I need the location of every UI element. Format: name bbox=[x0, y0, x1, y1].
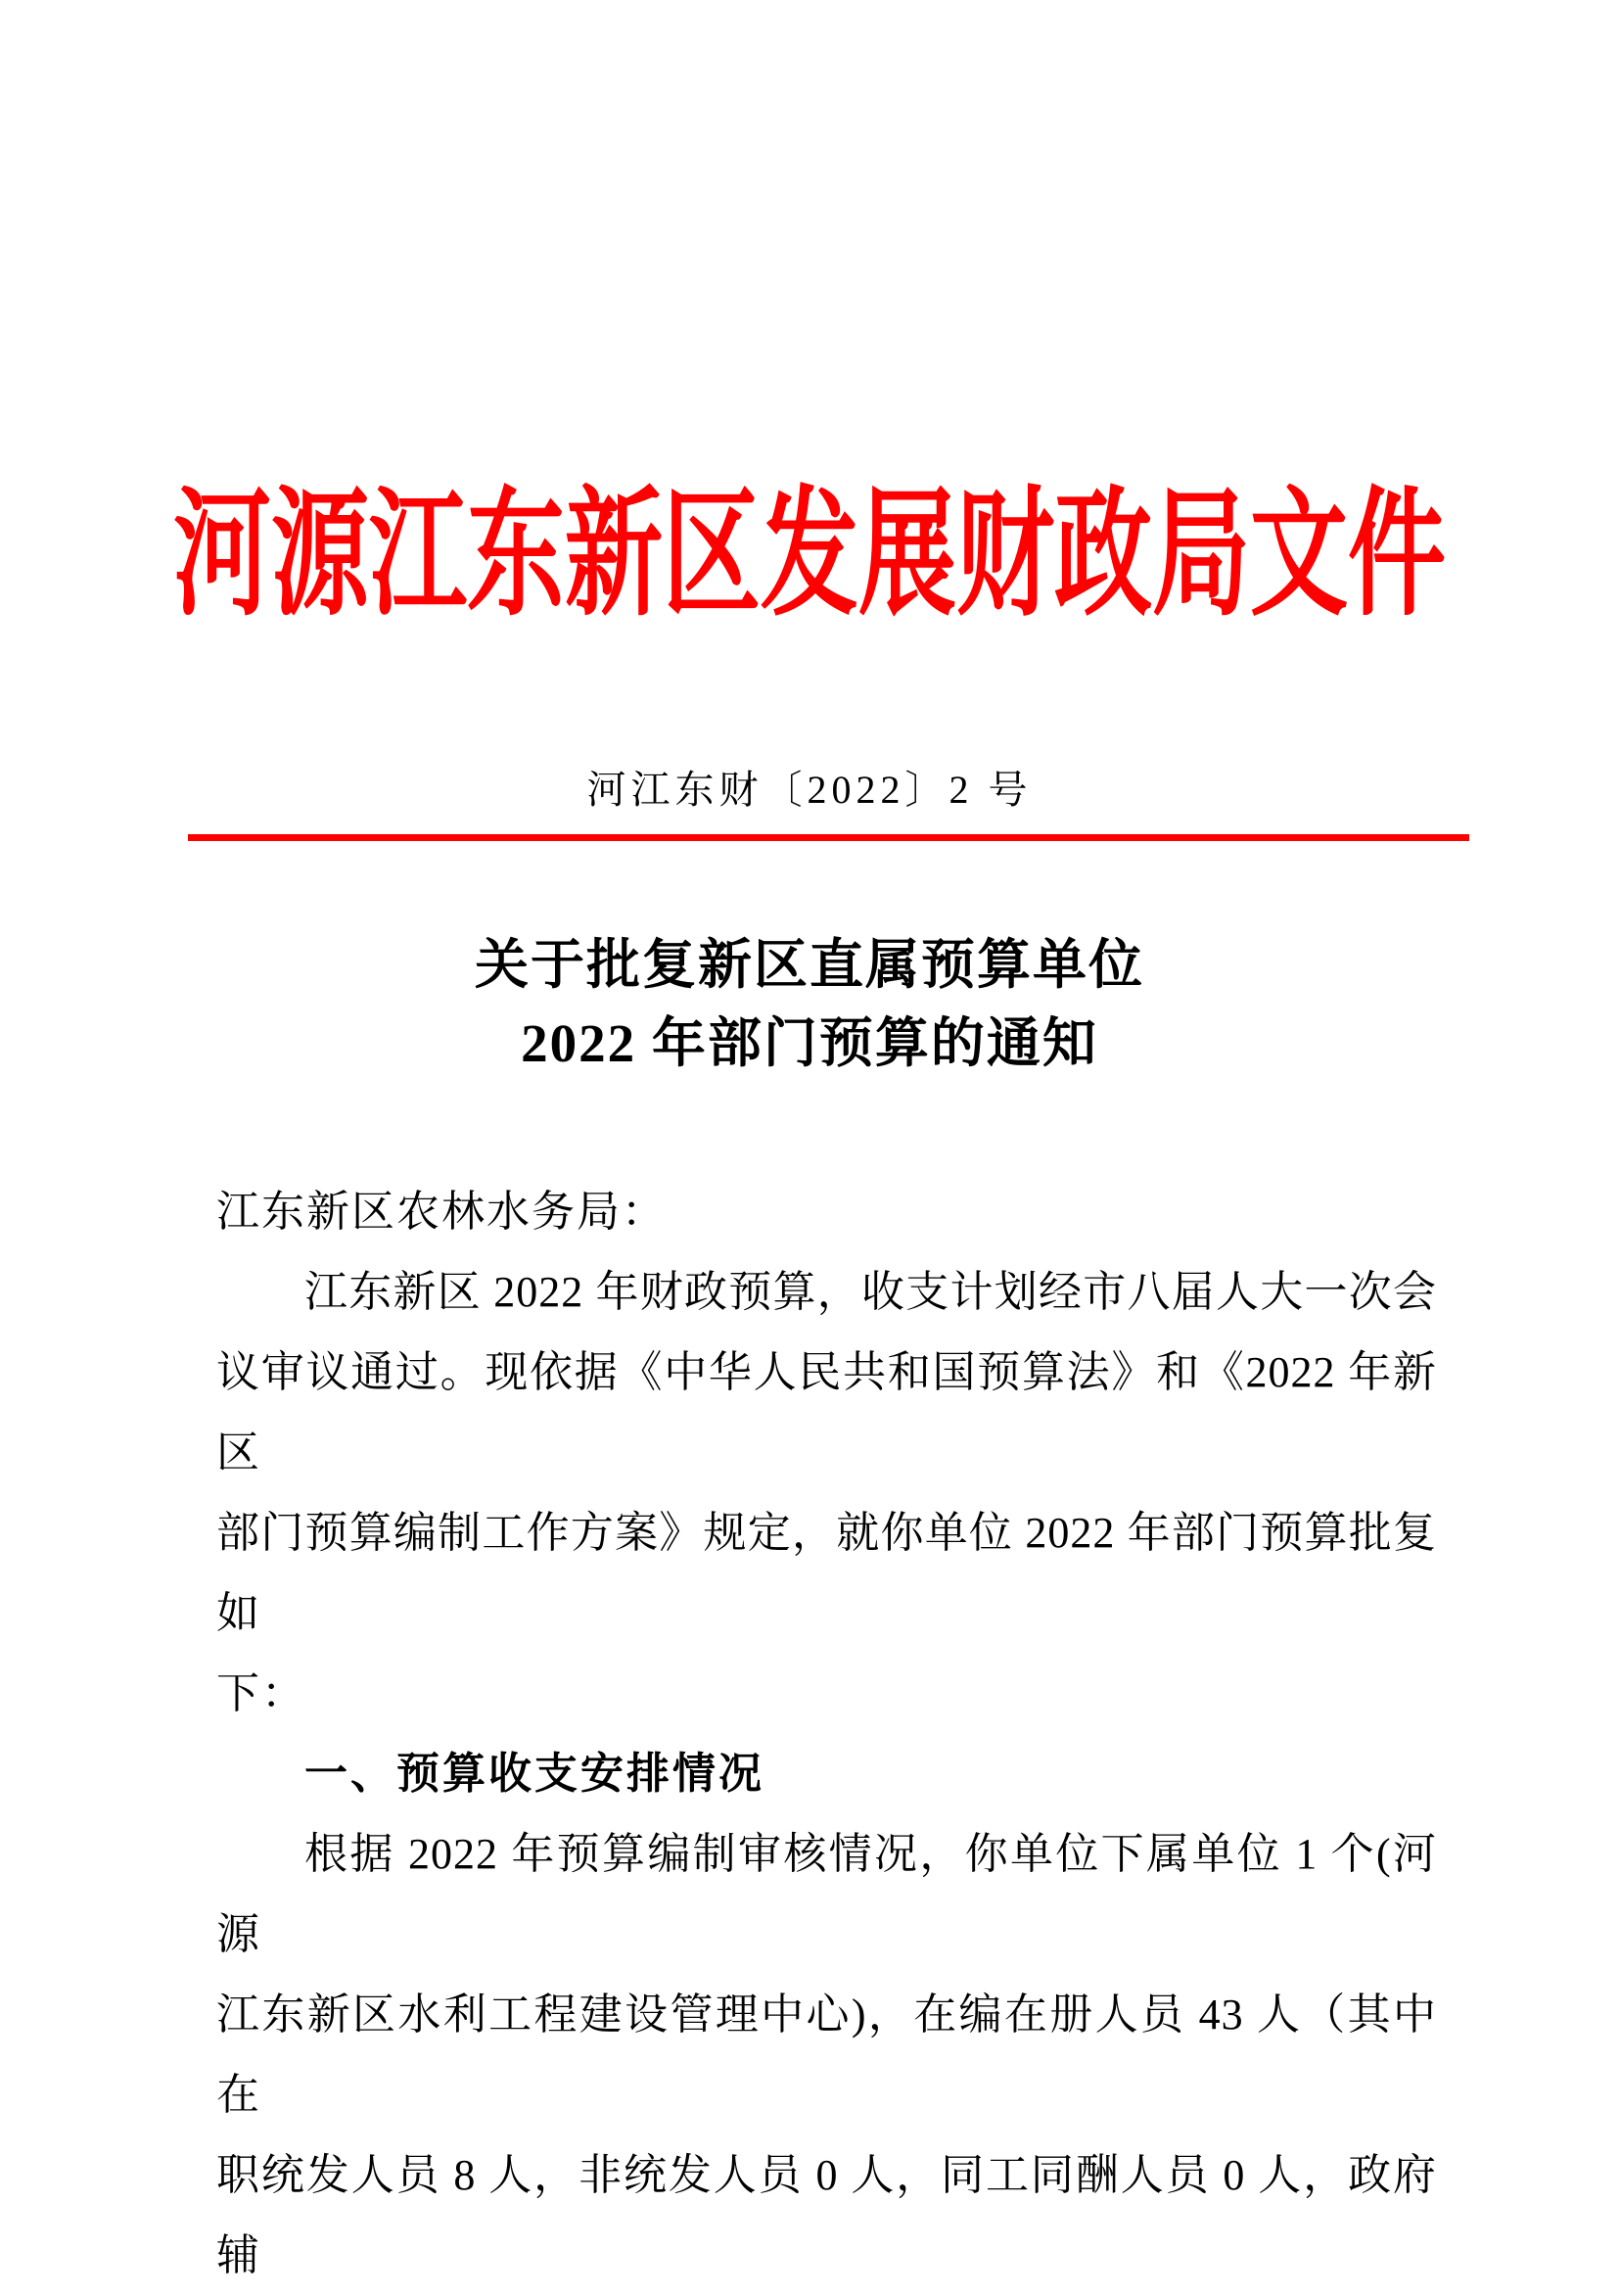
red-header-banner bbox=[0, 473, 1619, 639]
body-paragraphs bbox=[216, 1172, 1437, 2296]
body-line: 根据 2022 年预算编制审核情况，你单位下属单位 1 个(河源 bbox=[216, 1830, 1437, 1958]
body-line: 下： bbox=[216, 1669, 306, 1717]
agency-banner-title: 河源江东新区发展财政局文件 bbox=[173, 478, 1446, 633]
body-line: 部门预算编制工作方案》规定，就你单位 2022 年部门预算批复如 bbox=[216, 1509, 1437, 1637]
body-line: 议审议通过。现依据《中华人民共和国预算法》和《2022 年新区 bbox=[216, 1348, 1437, 1476]
document-title bbox=[0, 926, 1619, 1083]
body-line: 职统发人员 8 人，非统发人员 0 人，同工同酬人员 0 人，政府辅 bbox=[216, 2151, 1437, 2279]
body-section-heading: 一、预算收支安排情况 bbox=[304, 1750, 764, 1798]
red-divider-rule bbox=[188, 834, 1469, 841]
document-title-line1: 关于批复新区直属预算单位 bbox=[474, 935, 1144, 995]
document-title-line2: 2022 年部门预算的通知 bbox=[521, 1013, 1098, 1073]
body-line: 江东新区农林水务局： bbox=[216, 1188, 667, 1236]
body-line: 江东新区水利工程建设管理中心)，在编在册人员 43 人（其中在 bbox=[216, 1991, 1437, 2119]
body-line: 江东新区 2022 年财政预算，收支计划经市八届人大一次会 bbox=[304, 1268, 1437, 1316]
document-reference-number: 河江东财〔2022〕2 号 bbox=[586, 768, 1033, 812]
